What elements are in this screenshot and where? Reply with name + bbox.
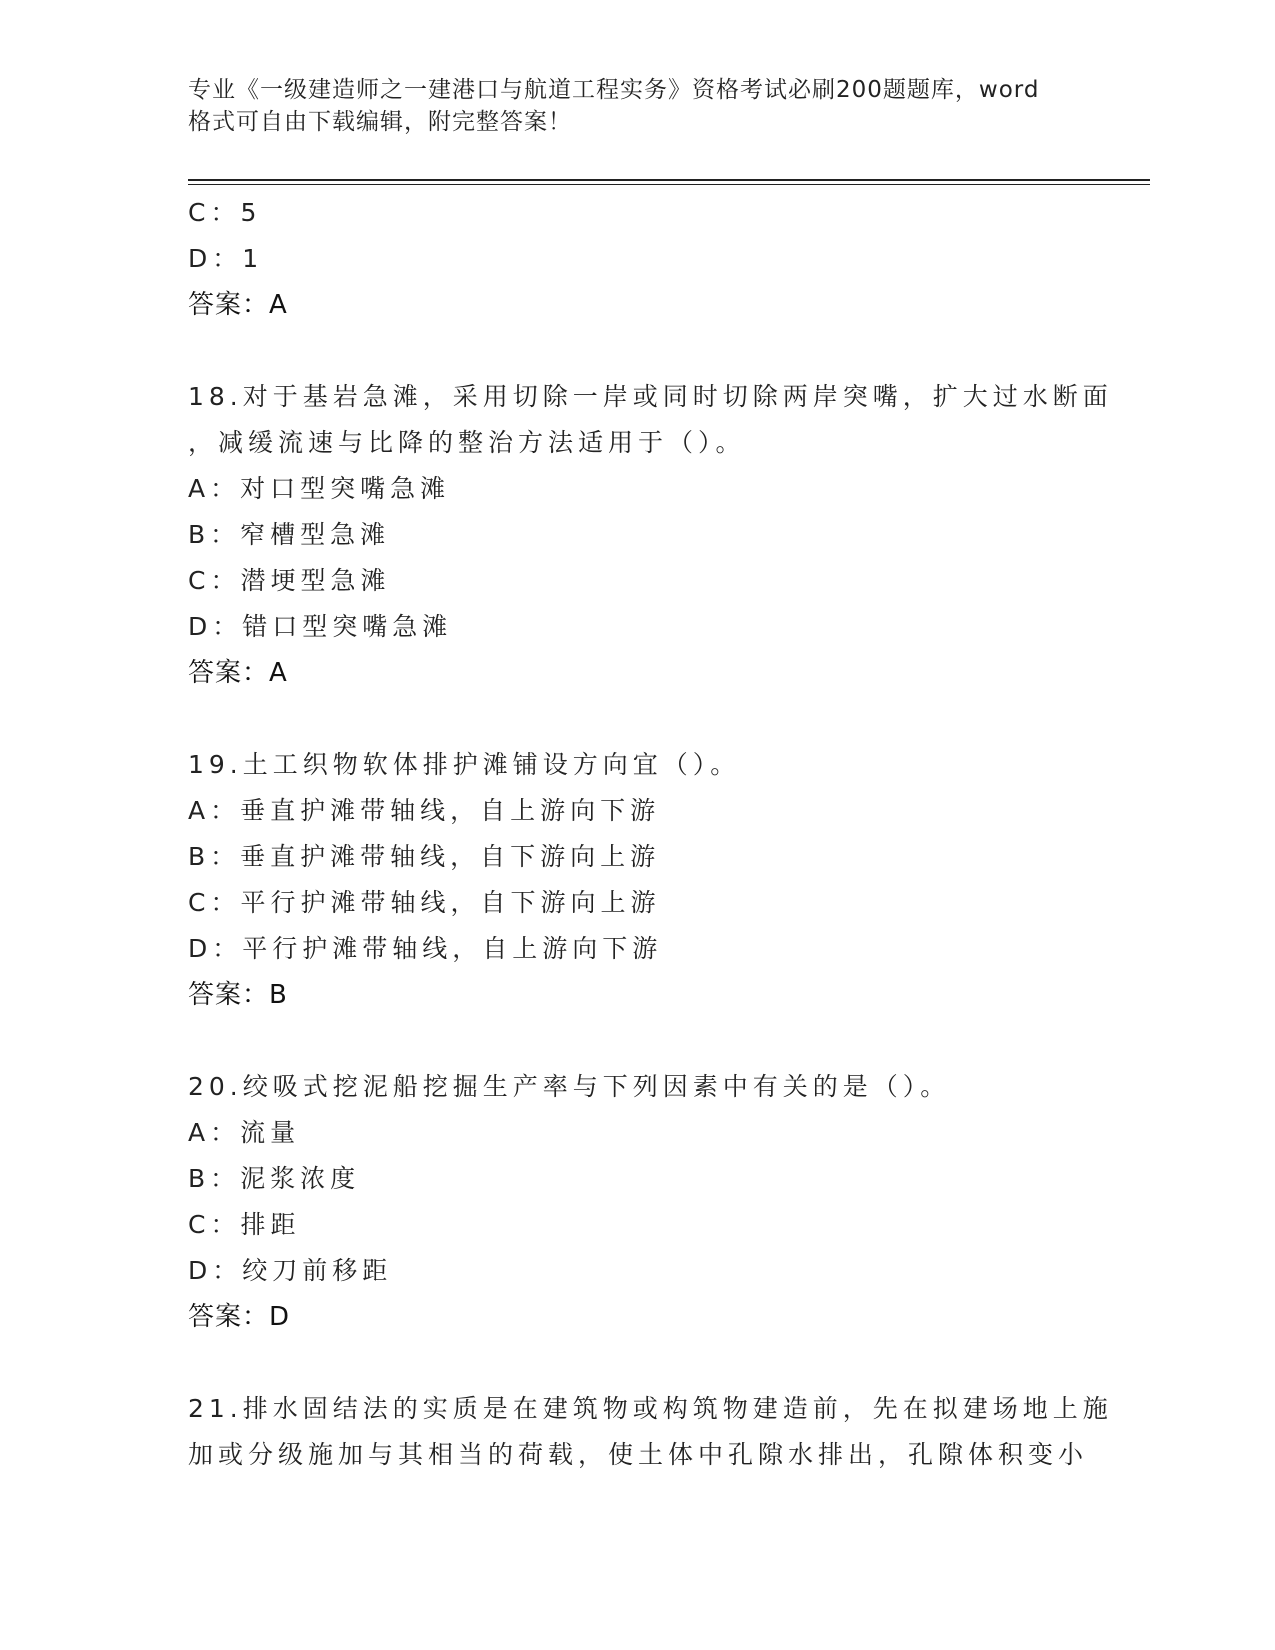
header-rule-thick	[188, 179, 1150, 181]
option-d: D：绞刀前移距	[188, 1256, 393, 1285]
answer-line: 答案：D	[188, 1302, 291, 1332]
option-a: A：垂直护滩带轴线，自上游向下游	[188, 796, 661, 825]
spacer	[188, 1018, 1088, 1064]
option-a: A：流量	[188, 1118, 301, 1147]
question-19	[188, 742, 1088, 1018]
spacer	[188, 328, 1088, 374]
answer-line: 答案：A	[188, 658, 288, 688]
spacer	[188, 696, 1088, 742]
question-20	[188, 1064, 1088, 1340]
question-text-line: 加或分级施加与其相当的荷载，使土体中孔隙水排出，孔隙体积变小	[188, 1440, 1089, 1469]
question-list	[188, 190, 1113, 1478]
question-text-line: 21.排水固结法的实质是在建筑物或构筑物建造前，先在拟建场地上施	[188, 1394, 1113, 1423]
header-line-2: 格式可自由下载编辑，附完整答案！	[188, 109, 572, 135]
question-text-line: ，减缓流速与比降的整治方法适用于（）。	[188, 428, 746, 457]
question-text-line: 19.土工织物软体排护滩铺设方向宜（）。	[188, 750, 741, 779]
answer-line: 答案：A	[188, 290, 288, 320]
option-a: A：对口型突嘴急滩	[188, 474, 451, 503]
option-c: C：平行护滩带轴线，自下游向上游	[188, 888, 661, 917]
document-header	[188, 74, 1068, 138]
header-line-1: 专业《一级建造师之一建港口与航道工程实务》资格考试必刷200题题库，word	[188, 77, 1040, 103]
option-b: B：泥浆浓度	[188, 1164, 361, 1193]
question-18	[188, 374, 1113, 696]
header-rule-thin	[188, 184, 1150, 185]
option-d: D：平行护滩带轴线，自上游向下游	[188, 934, 663, 963]
question-text-line: 18.对于基岩急滩，采用切除一岸或同时切除两岸突嘴，扩大过水断面	[188, 382, 1113, 411]
prev-question	[188, 190, 1088, 328]
question-text-line: 20.绞吸式挖泥船挖掘生产率与下列因素中有关的是（）。	[188, 1072, 951, 1101]
spacer	[188, 1340, 1088, 1386]
option-c: C：排距	[188, 1210, 301, 1239]
option-d: D：1	[188, 244, 264, 273]
answer-line: 答案：B	[188, 980, 288, 1010]
option-b: B：窄槽型急滩	[188, 520, 391, 549]
question-21	[188, 1386, 1113, 1478]
option-c: C：潜埂型急滩	[188, 566, 391, 595]
option-d: D：错口型突嘴急滩	[188, 612, 453, 641]
option-b: B：垂直护滩带轴线，自下游向上游	[188, 842, 661, 871]
option-c: C：5	[188, 198, 262, 227]
